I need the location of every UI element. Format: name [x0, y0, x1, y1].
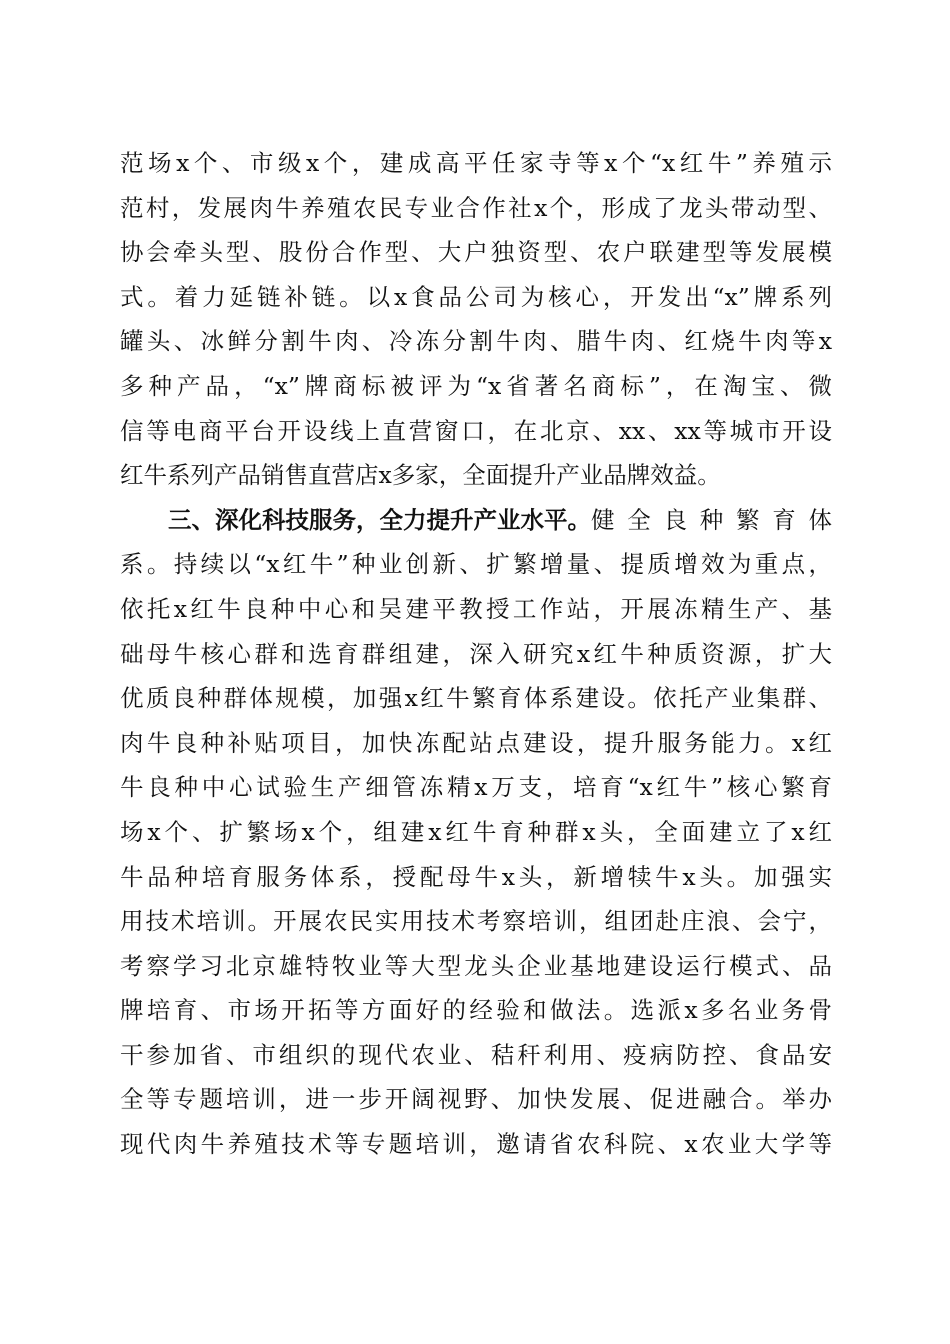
text-line: 健全良种繁育体 [591, 505, 832, 534]
text-line: 信等电商平台开设线上直营窗口，在北京、xx、xx等城市开设 [120, 416, 832, 445]
text-line: 场x个、扩繁场x个，组建x红牛育种群x头，全面建立了x红 [120, 817, 832, 846]
text-line: 依托x红牛良种中心和吴建平教授工作站，开展冻精生产、基 [120, 594, 832, 623]
text-line: 系。持续以“x红牛”种业创新、扩繁增量、提质增效为重点， [120, 550, 832, 579]
paragraph-1 [120, 141, 832, 498]
text-line: 优质良种群体规模，加强x红牛繁育体系建设。依托产业集群、 [120, 684, 832, 713]
text-line: 牛品种培育服务体系，授配母牛x头，新增犊牛x头。加强实 [120, 862, 832, 891]
text-line: 干参加省、市组织的现代农业、秸秆利用、疫病防控、食品安 [120, 1040, 832, 1069]
text-line: 用技术培训。开展农民实用技术考察培训，组团赴庄浪、会宁， [120, 907, 832, 936]
text-line: 式。着力延链补链。以x食品公司为核心，开发出“x”牌系列 [120, 282, 832, 311]
text-line: 协会牵头型、股份合作型、大户独资型、农户联建型等发展模 [120, 238, 832, 267]
text-line: 罐头、冰鲜分割牛肉、冷冻分割牛肉、腊牛肉、红烧牛肉等x [120, 327, 832, 356]
text-line: 础母牛核心群和选育群组建，深入研究x红牛种质资源，扩大 [120, 639, 832, 668]
text-line: 肉牛良种补贴项目，加快冻配站点建设，提升服务能力。x红 [120, 728, 832, 757]
text-line: 牛良种中心试验生产细管冻精x万支，培育“x红牛”核心繁育 [120, 773, 832, 802]
text-line: 现代肉牛养殖技术等专题培训，邀请省农科院、x农业大学等 [120, 1130, 832, 1159]
document-body [120, 141, 832, 1167]
text-line: 范村，发展肉牛养殖农民专业合作社x个，形成了龙头带动型、 [120, 193, 832, 222]
text-line: 红牛系列产品销售直营店x多家，全面提升产业品牌效益。 [120, 461, 721, 490]
text-line: 多种产品，“x”牌商标被评为“x省著名商标”，在淘宝、微 [120, 371, 832, 400]
section-heading: 三、深化科技服务，全力提升产业水平。 [168, 505, 591, 534]
text-line: 全等专题培训，进一步开阔视野、加快发展、促进融合。举办 [120, 1085, 832, 1114]
paragraph-2 [120, 498, 832, 1167]
text-line: 牌培育、市场开拓等方面好的经验和做法。选派x多名业务骨 [120, 996, 832, 1025]
heading-line [120, 498, 832, 543]
text-line: 范场x个、市级x个，建成高平任家寺等x个“x红牛”养殖示 [120, 149, 832, 177]
text-line: 考察学习北京雄特牧业等大型龙头企业基地建设运行模式、品 [120, 951, 832, 980]
